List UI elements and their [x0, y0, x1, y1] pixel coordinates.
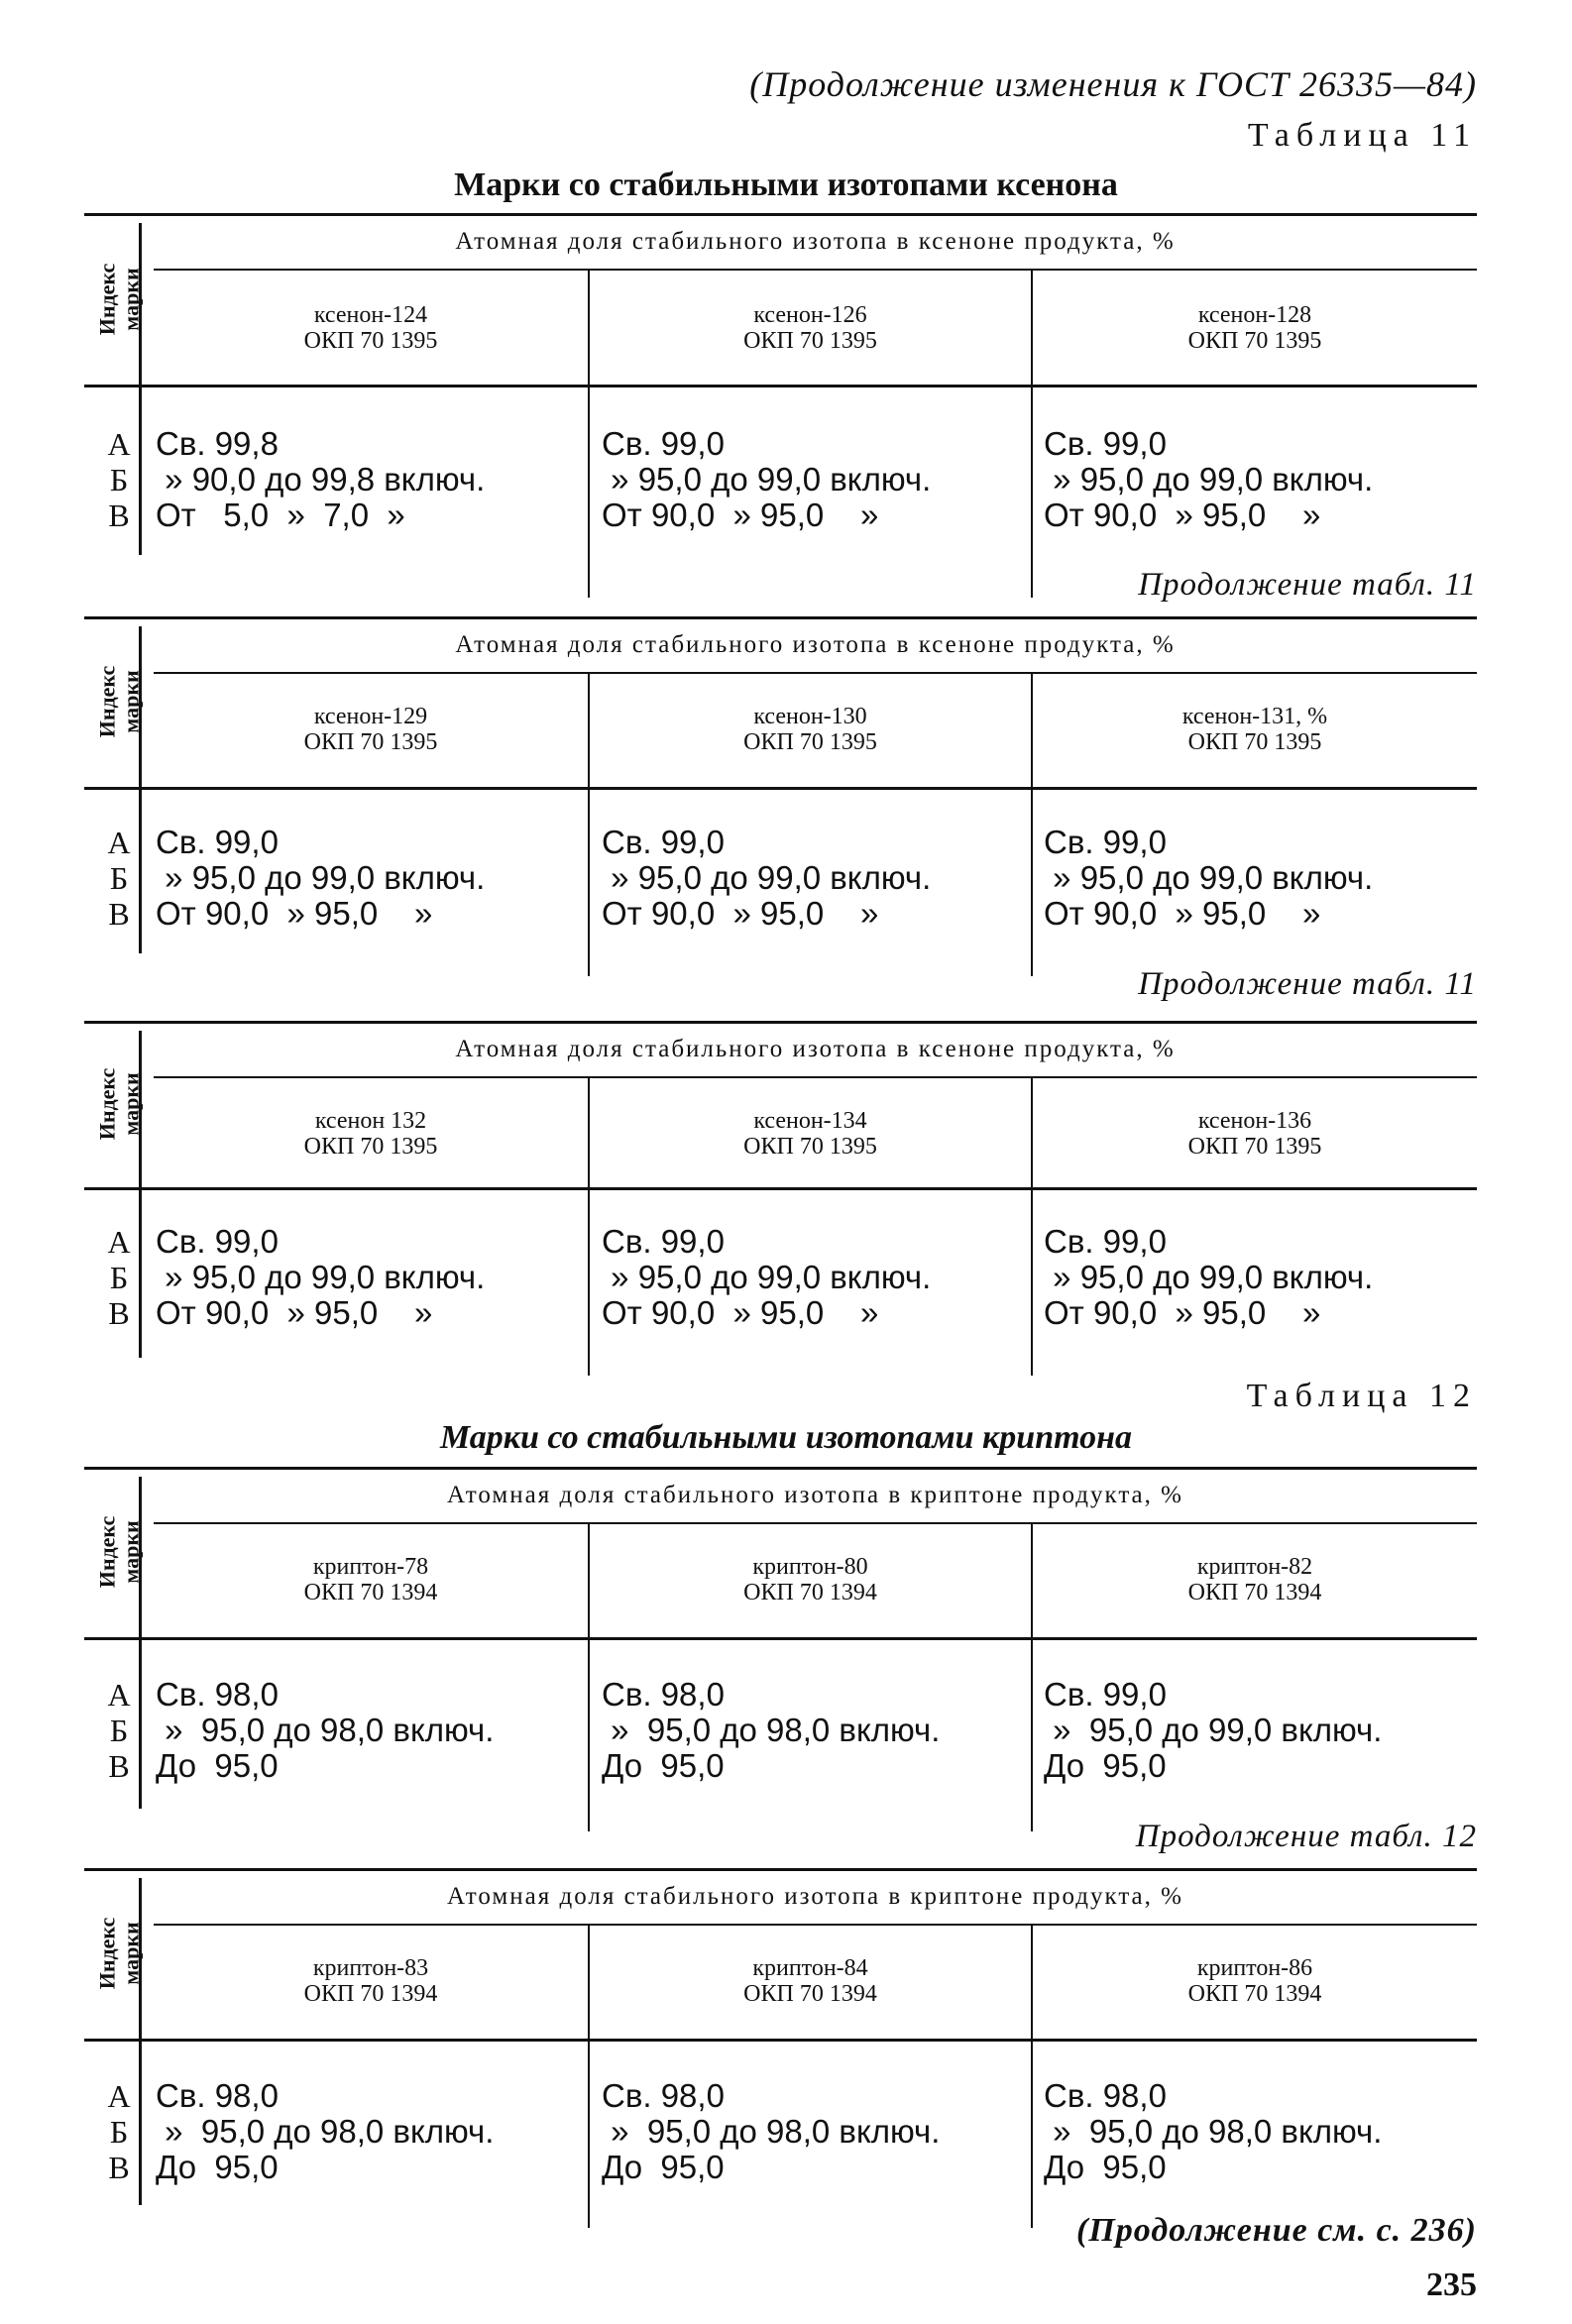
table-11-continuation-label: Продолжение табл. 11 — [1138, 966, 1477, 1002]
index-column-header: Индекс марки — [94, 263, 144, 335]
group-header: Атомная доля стабильного изотопа в ксеноне продукта, % — [455, 1036, 1176, 1062]
index-column-header: Индекс марки — [94, 1917, 144, 1990]
column-header-xenon-124: ксенон-124 ОКП 70 1395 — [303, 302, 438, 354]
amendment-header: (Продолжение изменения к ГОСТ 26335—84) — [749, 64, 1477, 104]
value-cell: Св. 99,0 » 95,0 до 99,0 включ. От 90,0 » 95,0 » — [156, 1223, 486, 1331]
column-header-krypton-86: криптон-86 ОКП 70 1394 — [1187, 1955, 1322, 2007]
column-header-xenon-130: ксенон-130 ОКП 70 1395 — [743, 704, 877, 755]
value-cell: Св. 98,0 » 95,0 до 98,0 включ. До 95,0 — [156, 2077, 495, 2185]
table-11-continuation-2 — [84, 1021, 1477, 1358]
column-header-xenon-129: ксенон-129 ОКП 70 1395 — [303, 704, 438, 755]
table-12-title: Марки со стабильными изотопами криптона — [440, 1419, 1132, 1456]
table-11-continuation-label: Продолжение табл. 11 — [1138, 567, 1477, 603]
column-header-krypton-82: криптон-82 ОКП 70 1394 — [1187, 1554, 1322, 1605]
value-cell: Св. 99,0 » 95,0 до 99,0 включ. От 90,0 » 95,0 » — [1044, 425, 1374, 533]
column-header-krypton-83: криптон-83 ОКП 70 1394 — [303, 1955, 438, 2007]
grade-index-list: А Б В — [107, 1224, 131, 1331]
column-header-xenon-126: ксенон-126 ОКП 70 1395 — [743, 302, 877, 354]
column-header-krypton-78: криптон-78 ОКП 70 1394 — [303, 1554, 438, 1605]
table-11-caption: Таблица 11 — [1247, 117, 1477, 154]
column-header-krypton-80: криптон-80 ОКП 70 1394 — [743, 1554, 877, 1605]
value-cell: Св. 98,0 » 95,0 до 98,0 включ. До 95,0 — [602, 2077, 941, 2185]
grade-index-list: А Б В — [107, 825, 131, 932]
table-12-continuation — [84, 1868, 1477, 2205]
value-cell: Св. 99,0 » 95,0 до 99,0 включ. От 90,0 » 95,0 » — [602, 1223, 932, 1331]
value-cell: Св. 99,8 » 90,0 до 99,8 включ. От 5,0 » 7,0 » — [156, 425, 486, 533]
index-column-header: Индекс марки — [94, 1515, 144, 1589]
value-cell: Св. 99,0 » 95,0 до 99,0 включ. От 90,0 » 95,0 » — [602, 425, 932, 533]
column-header-krypton-84: криптон-84 ОКП 70 1394 — [743, 1955, 877, 2007]
group-header: Атомная доля стабильного изотопа в криптоне продукта, % — [447, 1883, 1183, 1910]
value-cell: Св. 98,0 » 95,0 до 98,0 включ. До 95,0 — [1044, 2077, 1383, 2185]
table-12-continuation-label: Продолжение табл. 12 — [1135, 1819, 1477, 1854]
index-column-header: Индекс марки — [94, 665, 144, 738]
value-cell: Св. 99,0 » 95,0 до 99,0 включ. От 90,0 » 95,0 » — [602, 824, 932, 932]
value-cell: Св. 99,0 » 95,0 до 99,0 включ. От 90,0 » 95,0 » — [156, 824, 486, 932]
group-header: Атомная доля стабильного изотопа в ксеноне продукта, % — [455, 631, 1176, 658]
value-cell: Св. 99,0 » 95,0 до 99,0 включ. До 95,0 — [1044, 1676, 1383, 1784]
table-12-caption: Таблица 12 — [1246, 1378, 1477, 1414]
column-header-xenon-128: ксенон-128 ОКП 70 1395 — [1187, 302, 1322, 354]
value-cell: Св. 99,0 » 95,0 до 99,0 включ. От 90,0 » 95,0 » — [1044, 824, 1374, 932]
column-header-xenon-132: ксенон 132 ОКП 70 1395 — [303, 1108, 438, 1160]
continuation-footer: (Продолжение см. с. 236) — [1076, 2212, 1477, 2249]
column-header-xenon-134: ксенон-134 ОКП 70 1395 — [743, 1108, 877, 1160]
group-header: Атомная доля стабильного изотопа в криптоне продукта, % — [447, 1482, 1183, 1508]
index-column-header: Индекс марки — [94, 1067, 144, 1141]
value-cell: Св. 98,0 » 95,0 до 98,0 включ. До 95,0 — [156, 1676, 495, 1784]
grade-index-list: А Б В — [107, 426, 131, 533]
group-header: Атомная доля стабильного изотопа в ксеноне продукта, % — [455, 228, 1176, 255]
page-number: 235 — [1426, 2267, 1477, 2303]
column-header-xenon-131: ксенон-131, % ОКП 70 1395 — [1181, 704, 1328, 755]
column-header-xenon-136: ксенон-136 ОКП 70 1395 — [1187, 1108, 1322, 1160]
table-11 — [84, 213, 1477, 555]
value-cell: Св. 98,0 » 95,0 до 98,0 включ. До 95,0 — [602, 1676, 941, 1784]
grade-index-list: А Б В — [107, 1677, 131, 1784]
grade-index-list: А Б В — [107, 2078, 131, 2185]
table-11-continuation-1 — [84, 616, 1477, 953]
table-11-title: Марки со стабильными изотопами ксенона — [454, 166, 1118, 203]
value-cell: Св. 99,0 » 95,0 до 99,0 включ. От 90,0 » 95,0 » — [1044, 1223, 1374, 1331]
table-12 — [84, 1467, 1477, 1809]
